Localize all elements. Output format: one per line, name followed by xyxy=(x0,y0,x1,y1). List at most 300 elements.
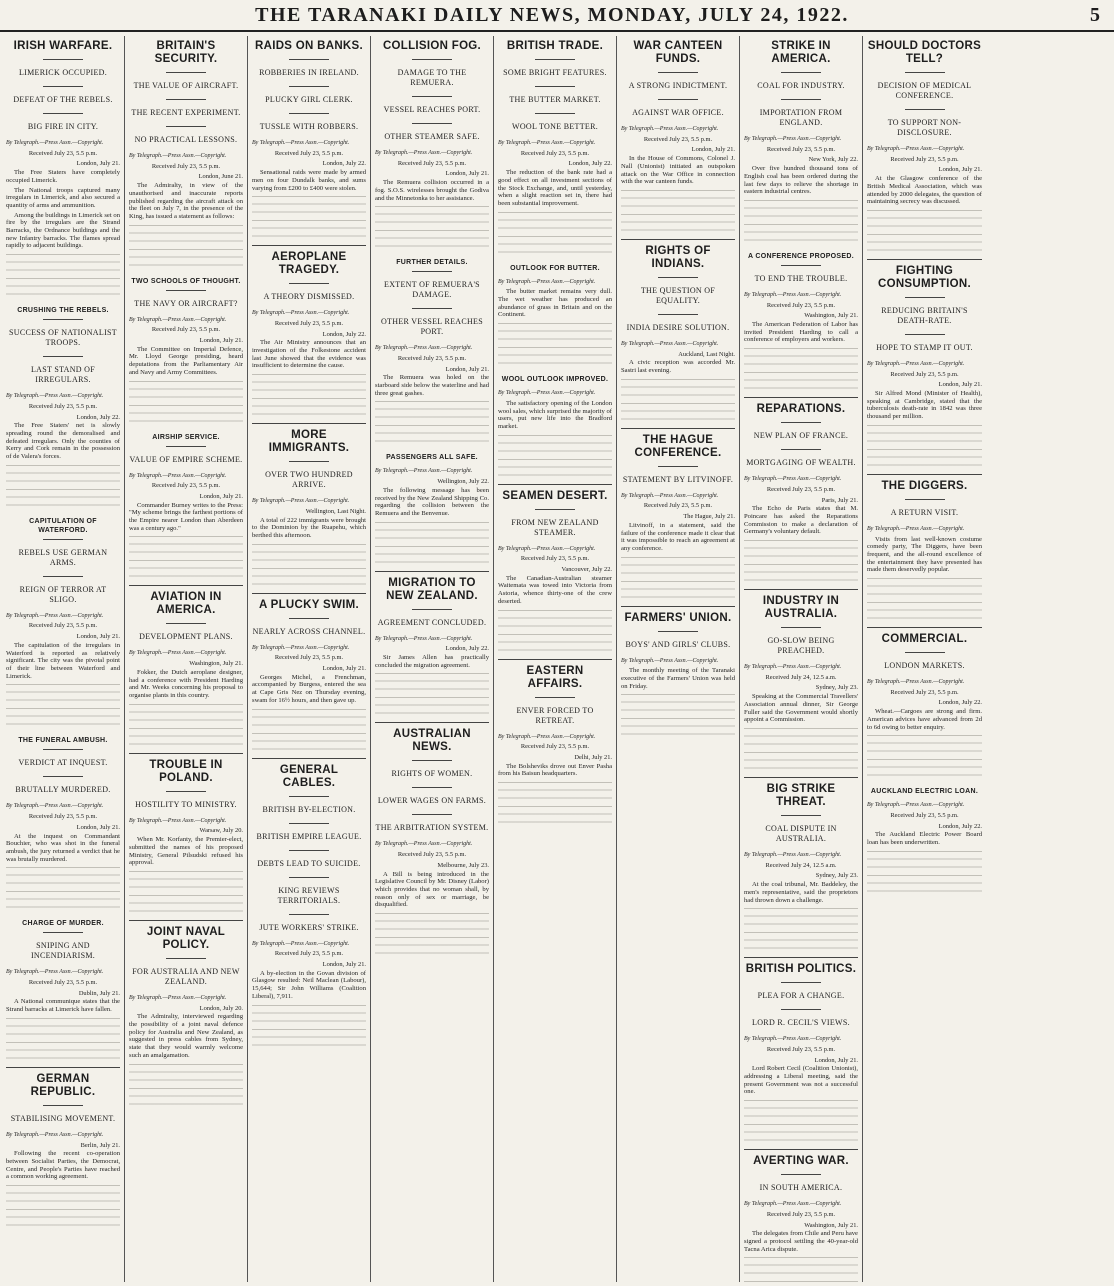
article xyxy=(744,777,858,952)
article-paragraph: At the Glasgow conference of the British Medical Association, which was attended by 2000 delegates, the question of maintaining secrecy was discussed. xyxy=(867,175,982,206)
subhead-rule xyxy=(412,814,452,815)
body-copy-texture xyxy=(375,911,489,933)
dateline: London, July 21. xyxy=(76,823,120,831)
received-line: Received July 23, 5.5 p.m. xyxy=(151,482,221,490)
received-line: Received July 23, 5.5 p.m. xyxy=(397,851,467,859)
dateline: Delhi, July 21. xyxy=(574,753,612,761)
article-subhead: PASSENGERS ALL SAFE. xyxy=(386,454,478,462)
body-copy-texture xyxy=(621,401,735,423)
article-subhead: SNIPING AND INCENDIARISM. xyxy=(30,941,96,961)
article-subhead: THE FUNERAL AMBUSH. xyxy=(18,737,108,745)
subhead-rule xyxy=(43,59,83,60)
article xyxy=(375,722,489,957)
body-copy-texture xyxy=(252,1027,366,1049)
article-divider xyxy=(621,428,735,429)
article-subhead: JUTE WORKERS' STRIKE. xyxy=(259,922,359,932)
body-copy-texture xyxy=(498,210,612,232)
article-divider xyxy=(6,1067,120,1068)
dateline: Dublin, July 21. xyxy=(78,989,120,997)
article xyxy=(621,239,735,423)
article-subhead: HOSTILITY TO MINISTRY. xyxy=(135,799,237,809)
subhead-rule xyxy=(781,982,821,983)
body-copy-texture xyxy=(6,706,120,728)
article-subhead: OVER TWO HUNDRED ARRIVE. xyxy=(265,470,353,490)
article-headline: THE HAGUE CONFERENCE. xyxy=(634,433,722,459)
article-headline: SHOULD DOCTORS TELL? xyxy=(867,40,982,65)
subhead-rule xyxy=(781,815,821,816)
subhead-rule xyxy=(412,123,452,124)
body-copy-texture xyxy=(252,218,366,240)
byline: By Telegraph.—Press Assn.—Copyright. xyxy=(129,650,227,657)
byline: By Telegraph.—Press Assn.—Copyright. xyxy=(867,360,965,367)
received-line: Received July 23, 5.5 p.m. xyxy=(766,301,836,309)
body-copy-texture xyxy=(129,403,243,425)
article-paragraph: Over five hundred thousand tons of English coal has been ordered during the last few days to relieve the shortage in eastern industrial centres. xyxy=(744,165,858,196)
article-subhead: BRITISH BY-ELECTION. xyxy=(262,804,356,814)
body-copy-texture xyxy=(867,447,982,469)
byline: By Telegraph.—Press Assn.—Copyright. xyxy=(498,733,596,740)
article-subhead: DEBTS LEAD TO SUICIDE. xyxy=(257,858,361,868)
article xyxy=(6,1067,120,1229)
article-divider xyxy=(129,920,243,921)
dateline: London, July 21. xyxy=(322,960,366,968)
article-divider xyxy=(129,753,243,754)
article-subhead: TO SUPPORT NON-DISCLOSURE. xyxy=(887,118,962,137)
article-subhead: DAMAGE TO THE REMUERA. xyxy=(397,68,467,87)
dateline: London, July 21. xyxy=(76,160,120,168)
article-paragraph: A total of 222 immigrants were brought to the Dominion by the Ruapehu, which berthed this afternoon. xyxy=(252,516,366,539)
article-subhead: VERDICT AT INQUEST. xyxy=(18,758,108,768)
article-subhead: NO PRACTICAL LESSONS. xyxy=(134,135,238,144)
byline: By Telegraph.—Press Assn.—Copyright. xyxy=(252,310,350,317)
article-subhead: EXTENT OF REMUERA'S DAMAGE. xyxy=(384,280,480,300)
article-divider xyxy=(252,245,366,246)
dateline: Auckland, Last Night. xyxy=(678,350,735,358)
article-divider xyxy=(744,397,858,398)
byline: By Telegraph.—Press Assn.—Copyright. xyxy=(744,1036,842,1043)
subhead-rule xyxy=(166,623,206,624)
byline: By Telegraph.—Press Assn.—Copyright. xyxy=(6,1131,104,1138)
article xyxy=(6,40,120,298)
byline: By Telegraph.—Press Assn.—Copyright. xyxy=(621,492,719,499)
byline: By Telegraph.—Press Assn.—Copyright. xyxy=(621,657,719,664)
subhead-rule xyxy=(658,99,698,100)
masthead xyxy=(0,0,1114,32)
article-subhead: VESSEL REACHES PORT. xyxy=(383,105,481,114)
article-headline: COLLISION FOG. xyxy=(382,40,482,52)
article-paragraph: The capitulation of the irregulars in Waterford is reported as relatively significant. The city was the pivotal point of their line between Waterford and Limerick. xyxy=(6,641,120,680)
article-subhead: A THEORY DISMISSED. xyxy=(263,292,355,302)
article-subhead: KING REVIEWS TERRITORIALS. xyxy=(277,885,341,905)
article-subhead: A STRONG INDICTMENT. xyxy=(628,81,728,90)
received-line: Received July 23, 5.5 p.m. xyxy=(397,354,467,362)
body-copy-texture xyxy=(252,396,366,418)
body-copy-texture xyxy=(129,558,243,580)
article xyxy=(744,397,858,584)
received-line: Received July 23, 5.5 p.m. xyxy=(397,159,467,167)
article-headline: TROUBLE IN POLAND. xyxy=(149,758,223,784)
subhead-rule xyxy=(781,422,821,423)
dateline: Washington, July 21. xyxy=(804,1221,858,1229)
article-headline: BRITISH POLITICS. xyxy=(745,963,857,976)
byline: By Telegraph.—Press Assn.—Copyright. xyxy=(744,136,842,142)
subhead-rule xyxy=(658,631,698,632)
article-headline: INDUSTRY IN AUSTRALIA. xyxy=(762,595,840,621)
subhead-rule xyxy=(412,609,452,610)
article-subhead: DEVELOPMENT PLANS. xyxy=(139,632,233,642)
article-headline: AVIATION IN AMERICA. xyxy=(150,591,222,617)
byline: By Telegraph.—Press Assn.—Copyright. xyxy=(867,146,965,152)
dateline: Washington, July 21. xyxy=(189,660,243,668)
article-subhead: NEW PLAN OF FRANCE. xyxy=(753,431,849,441)
article-paragraph: The Auckland Electric Power Board loan has been underwritten. xyxy=(867,831,982,847)
masthead-title: THE TARANAKI DAILY NEWS, MONDAY, JULY 24, 1922. xyxy=(255,3,849,26)
body-copy-texture xyxy=(375,399,489,421)
article-paragraph: Litvinoff, in a statement, said the failure of the conference made it clear that it was impossible to reach an agreement at any conference. xyxy=(621,521,735,552)
subhead-rule xyxy=(781,627,821,628)
received-line: Received July 23, 5.5 p.m. xyxy=(28,979,98,987)
subhead-rule xyxy=(535,113,575,114)
article xyxy=(498,40,612,256)
article-subhead: PLEA FOR A CHANGE. xyxy=(757,991,845,1001)
subhead-rule xyxy=(412,760,452,761)
article-subhead: OUTLOOK FOR BUTTER. xyxy=(510,264,600,272)
subhead-rule xyxy=(412,787,452,788)
article xyxy=(6,919,120,1062)
body-copy-texture xyxy=(6,865,120,887)
dateline: London, July 22. xyxy=(938,822,982,830)
subhead-rule xyxy=(658,314,698,315)
body-copy-texture xyxy=(252,566,366,588)
article-subhead: REBELS USE GERMAN ARMS. xyxy=(18,547,108,567)
article-paragraph: The monthly meeting of the Taranaki executive of the Farmers' Union was held on Friday. xyxy=(621,667,735,690)
article xyxy=(744,957,858,1144)
subhead-rule xyxy=(166,446,206,447)
article-divider xyxy=(621,606,735,607)
dateline: Paris, July 21. xyxy=(821,496,858,504)
article-subhead: TUSSLE WITH ROBBERS. xyxy=(259,122,359,131)
page-number: 5 xyxy=(1090,3,1100,26)
article-subhead: DEFEAT OF THE REBELS. xyxy=(13,95,113,104)
subhead-rule xyxy=(905,334,945,335)
dateline: London, July 22. xyxy=(322,160,366,168)
subhead-rule xyxy=(781,99,821,100)
byline: By Telegraph.—Press Assn.—Copyright. xyxy=(498,140,596,146)
article-subhead: FOR AUSTRALIA AND NEW ZEALAND. xyxy=(132,966,240,986)
subhead-rule xyxy=(781,72,821,73)
body-copy-texture xyxy=(252,731,366,753)
article-paragraph: The reduction of the bank rate had a good effect on all investment sections of the Stock Exchange, and, until yesterday, when a slight reaction set in, there had been substantial improvement. xyxy=(498,169,612,207)
columns-container xyxy=(0,32,1114,1282)
article-subhead: VALUE OF EMPIRE SCHEME. xyxy=(129,454,243,464)
article xyxy=(129,920,243,1108)
byline: By Telegraph.—Press Assn.—Copyright. xyxy=(867,525,965,532)
article-subhead: TO END THE TROUBLE. xyxy=(754,273,848,283)
article xyxy=(252,40,366,240)
article xyxy=(867,787,982,895)
body-copy-texture xyxy=(744,562,858,584)
article xyxy=(867,40,982,254)
subhead-rule xyxy=(43,113,83,114)
byline: By Telegraph.—Press Assn.—Copyright. xyxy=(744,476,842,483)
dateline: London, July 22. xyxy=(76,413,120,421)
dateline: London, July 22. xyxy=(938,699,982,707)
article-paragraph: The National troops captured many irregulars in Limerick, and also secured a quantity of arms and ammunition. xyxy=(6,186,120,209)
dateline: London, July 21. xyxy=(445,365,489,373)
byline: By Telegraph.—Press Assn.—Copyright. xyxy=(621,126,719,132)
article-headline: THE DIGGERS. xyxy=(881,479,968,492)
body-copy-texture xyxy=(6,487,120,509)
body-copy-texture xyxy=(867,576,982,598)
article-paragraph: The delegates from Chile and Peru have signed a protocol settling the 40-year-old Tacna Arica dispute. xyxy=(744,1230,858,1253)
received-line: Received July 23, 5.5 p.m. xyxy=(274,319,344,327)
subhead-rule xyxy=(412,271,452,272)
byline: By Telegraph.—Press Assn.—Copyright. xyxy=(867,679,965,686)
article xyxy=(6,736,120,911)
received-line: Received July 23, 5.5 p.m. xyxy=(151,326,221,334)
byline: By Telegraph.—Press Assn.—Copyright. xyxy=(252,940,350,947)
article-headline: COMMERCIAL. xyxy=(881,633,968,646)
subhead-rule xyxy=(289,877,329,878)
article-subhead: GO-SLOW BEING PREACHED. xyxy=(767,636,835,656)
body-copy-texture xyxy=(6,889,120,911)
article-paragraph: The Free Staters have completely occupied Limerick. xyxy=(6,169,120,184)
article-paragraph: Sir James Allen has practically concluded the migration agreement. xyxy=(375,654,489,669)
body-copy-texture xyxy=(129,726,243,748)
dateline: London, July 21. xyxy=(76,633,120,641)
subhead-rule xyxy=(289,86,329,87)
body-copy-texture xyxy=(498,321,612,343)
article xyxy=(129,277,243,425)
byline: By Telegraph.—Press Assn.—Copyright. xyxy=(6,140,104,146)
article-subhead: THE RECENT EXPERIMENT. xyxy=(131,108,241,117)
article xyxy=(6,517,120,729)
body-copy-texture xyxy=(6,276,120,298)
article-paragraph: A civic reception was accorded Mr. Sastri last evening. xyxy=(621,359,735,375)
body-copy-texture xyxy=(621,377,735,399)
body-copy-texture xyxy=(129,379,243,401)
article xyxy=(621,606,735,739)
article-paragraph: A Bill is being introduced in the Legislative Council by Mr. Disney (Labor) which provides that no woman shall, by reason only of sex or marriage, be disqualified. xyxy=(375,870,489,909)
dateline: Vancouver, July 22. xyxy=(561,566,612,574)
dateline: The Hague, July 21. xyxy=(683,513,735,521)
body-copy-texture xyxy=(252,372,366,394)
body-copy-texture xyxy=(129,1086,243,1108)
article-divider xyxy=(744,957,858,958)
subhead-rule xyxy=(905,499,945,500)
body-copy-texture xyxy=(498,234,612,256)
article xyxy=(6,306,120,509)
body-copy-texture xyxy=(867,873,982,895)
body-copy-texture xyxy=(621,716,735,738)
received-line: Received July 23, 5.5 p.m. xyxy=(766,1210,836,1218)
body-copy-texture xyxy=(498,608,612,630)
article-paragraph: When Mr. Korfanty, the Premier-elect, submitted the names of his proposed Ministry, General Pilsudski refused his approval. xyxy=(129,836,243,867)
subhead-rule xyxy=(658,72,698,73)
article-subhead: THE BUTTER MARKET. xyxy=(509,95,601,104)
byline: By Telegraph.—Press Assn.—Copyright. xyxy=(744,664,842,671)
body-copy-texture xyxy=(129,1062,243,1084)
article-subhead: LAST STAND OF IRREGULARS. xyxy=(30,365,95,385)
dateline: London, July 21. xyxy=(445,170,489,178)
body-copy-texture xyxy=(129,869,243,891)
article-divider xyxy=(498,659,612,660)
article-paragraph: Speaking at the Commercial Travellers' Association annual dinner, Sir George Fuller said the Government would shortly appoint a Commission. xyxy=(744,693,858,724)
article-paragraph: The American Federation of Labor has invited President Harding to call a conference of employers and workers. xyxy=(744,321,858,344)
article-headline: WAR CANTEEN FUNDS. xyxy=(633,40,723,65)
subhead-rule xyxy=(289,823,329,824)
article-subhead: ROBBERIES IN IRELAND. xyxy=(259,68,359,77)
byline: By Telegraph.—Press Assn.—Copyright. xyxy=(375,468,473,475)
article-paragraph: In the House of Commons, Colonel J. Nall (Unionist) initiated an outspoken attack on the War Office in connection with the war canteen funds. xyxy=(621,155,735,186)
article-divider xyxy=(867,627,982,628)
article-divider xyxy=(621,239,735,240)
byline: By Telegraph.—Press Assn.—Copyright. xyxy=(6,803,104,810)
article-headline: REPARATIONS. xyxy=(756,403,846,416)
article-subhead: COAL DISPUTE IN AUSTRALIA. xyxy=(765,823,837,843)
article-subhead: OTHER VESSEL REACHES PORT. xyxy=(380,317,483,337)
dateline: Wellington, Last Night. xyxy=(305,507,366,515)
article-paragraph: Lord Robert Cecil (Coalition Unionist), addressing a Liberal meeting, said the present Government was not a successful one. xyxy=(744,1065,858,1096)
received-line: Received July 23, 5.5 p.m. xyxy=(520,743,590,751)
article xyxy=(498,375,612,479)
article-headline: BIG STRIKE THREAT. xyxy=(766,782,836,808)
subhead-rule xyxy=(781,449,821,450)
body-copy-texture xyxy=(867,423,982,445)
subhead-rule xyxy=(781,265,821,266)
body-copy-texture xyxy=(867,849,982,871)
received-line: Received July 23, 5.5 p.m. xyxy=(520,555,590,563)
article xyxy=(621,428,735,601)
article-divider xyxy=(744,589,858,590)
subhead-rule xyxy=(43,86,83,87)
body-copy-texture xyxy=(252,1003,366,1025)
body-copy-texture xyxy=(375,228,489,250)
article-paragraph: A by-election in the Govan division of Glasgow resulted: Neil Maclean (Labour), 15,644; Sir John Williams (Coalition Liberal), 7,911. xyxy=(252,969,366,1000)
article xyxy=(129,433,243,581)
article-paragraph: At the coal tribunal, Mr. Baddeley, the men's representative, said the proprietors had thrown down a challenge. xyxy=(744,881,858,904)
article xyxy=(621,40,735,234)
article-headline: STRIKE IN AMERICA. xyxy=(771,40,831,65)
article-paragraph: Sensational raids were made by armed men on four Dundalk banks, and sums varying from £200 to £400 were stolen. xyxy=(252,169,366,192)
byline: By Telegraph.—Press Assn.—Copyright. xyxy=(252,644,350,651)
dateline: London, July 21. xyxy=(814,1056,858,1064)
article xyxy=(252,758,366,1049)
subhead-rule xyxy=(166,290,206,291)
article-paragraph: Following the recent co-operation between Socialist Parties, the Democrat, Centre, and People's Parties have reached a common working agreement. xyxy=(6,1150,120,1181)
body-copy-texture xyxy=(744,1122,858,1144)
article-subhead: IN SOUTH AMERICA. xyxy=(759,1183,843,1193)
article-divider xyxy=(375,571,489,572)
dateline: London, July 21. xyxy=(199,492,243,500)
received-line: Received July 23, 5.5 p.m. xyxy=(766,145,836,153)
article-subhead: BRUTALLY MURDERED. xyxy=(15,785,111,795)
subhead-rule xyxy=(905,109,945,110)
article-subhead: AGREEMENT CONCLUDED. xyxy=(377,617,487,627)
article-subhead: CAPITULATION OF WATERFORD. xyxy=(29,517,97,534)
received-line: Received July 23, 5.5 p.m. xyxy=(890,811,959,819)
article-paragraph: The Canadian-Australian steamer Waitemata was towed into Victoria from Astoria, whence thirty-one of the crew deserted. xyxy=(498,574,612,605)
article-subhead: THE QUESTION OF EQUALITY. xyxy=(640,285,716,305)
received-line: Received July 23, 5.5 p.m. xyxy=(28,149,98,157)
body-copy-texture xyxy=(129,534,243,556)
body-copy-texture xyxy=(744,198,858,220)
body-copy-texture xyxy=(252,542,366,564)
received-line: Received July 23, 5.5 p.m. xyxy=(28,622,98,630)
article xyxy=(498,659,612,827)
subhead-rule xyxy=(535,86,575,87)
article xyxy=(744,40,858,244)
article-divider xyxy=(129,585,243,586)
subhead-rule xyxy=(289,461,329,462)
byline: By Telegraph.—Press Assn.—Copyright. xyxy=(129,994,227,1001)
body-copy-texture xyxy=(498,804,612,826)
received-line: Received July 23, 5.5 p.m. xyxy=(890,370,959,378)
article-paragraph: Visits from last well-known costume comedy party, The Diggers, have been frequent, and the all-round excellence of the entertainment they have presented has made them deservedly popular. xyxy=(867,535,982,574)
body-copy-texture xyxy=(744,346,858,368)
dateline: London, July 21. xyxy=(938,381,982,389)
body-copy-texture xyxy=(6,1183,120,1205)
article-subhead: REDUCING BRITAIN'S DEATH-RATE. xyxy=(881,305,968,325)
body-copy-texture xyxy=(867,733,982,755)
body-copy-texture xyxy=(375,204,489,226)
body-copy-texture xyxy=(867,232,982,254)
body-copy-texture xyxy=(375,520,489,542)
article-headline: AEROPLANE TRAGEDY. xyxy=(271,251,347,277)
byline: By Telegraph.—Press Assn.—Copyright. xyxy=(744,851,842,858)
received-line: Received July 23, 5.5 p.m. xyxy=(274,654,344,662)
subhead-rule xyxy=(412,96,452,97)
article xyxy=(375,453,489,565)
byline: By Telegraph.—Press Assn.—Copyright. xyxy=(744,291,842,298)
byline: By Telegraph.—Press Assn.—Copyright. xyxy=(6,393,104,400)
subhead-rule xyxy=(166,791,206,792)
article-headline: GERMAN REPUBLIC. xyxy=(30,1072,96,1098)
received-line: Received July 24, 12.5 a.m. xyxy=(765,861,837,869)
dateline: London, July 20. xyxy=(199,1004,243,1012)
dateline: Washington, July 21. xyxy=(804,312,858,320)
column-6 xyxy=(617,36,740,1282)
article-paragraph: The Admiralty, interviewed regarding the possibility of a joint naval defence policy for Australia and New Zealand, as suggested in press cables from Sydney, state that they would warmly welcome such an amalgamation. xyxy=(129,1013,243,1059)
article-subhead: INDIA DESIRE SOLUTION. xyxy=(626,322,730,332)
article-subhead: LOWER WAGES ON FARMS. xyxy=(377,796,487,806)
article-paragraph: The Remuera was holed on the starboard side below the waterline and had three great gashes. xyxy=(375,374,489,397)
byline: By Telegraph.—Press Assn.—Copyright. xyxy=(375,345,473,352)
body-copy-texture xyxy=(867,208,982,230)
article-paragraph: The butter market remains very dull. The wet weather has produced an abundance of grass in Britain and on the Continent. xyxy=(498,288,612,319)
article-paragraph: Fokker, the Dutch aeroplane designer, had a conference with President Harding and Mr. Weeks concerning his proposal to organise plants in this country. xyxy=(129,668,243,699)
subhead-rule xyxy=(289,283,329,284)
body-copy-texture xyxy=(744,930,858,952)
article xyxy=(129,40,243,269)
article-headline: BRITAIN'S SECURITY. xyxy=(154,40,218,65)
column-7 xyxy=(740,36,863,1282)
article-divider xyxy=(867,259,982,260)
article xyxy=(252,593,366,753)
body-copy-texture xyxy=(744,906,858,928)
article-paragraph: The satisfactory opening of the London wool sales, which surprised the majority of users, put new life into the Bradford market. xyxy=(498,399,612,430)
body-copy-texture xyxy=(129,247,243,269)
article-headline: SEAMEN DESERT. xyxy=(502,489,608,502)
article-paragraph: The following message has been received by the New Zealand Shipping Co. regarding the collision between the Remuera and the Benvenue. xyxy=(375,486,489,517)
dateline: Sydney, July 23. xyxy=(815,872,858,880)
body-copy-texture xyxy=(6,1040,120,1062)
article-subhead: RIGHTS OF WOMEN. xyxy=(391,769,473,779)
article-headline: MORE IMMIGRANTS. xyxy=(268,429,350,455)
subhead-rule xyxy=(43,576,83,577)
body-copy-texture xyxy=(744,538,858,560)
dateline: London, July 21. xyxy=(322,665,366,673)
